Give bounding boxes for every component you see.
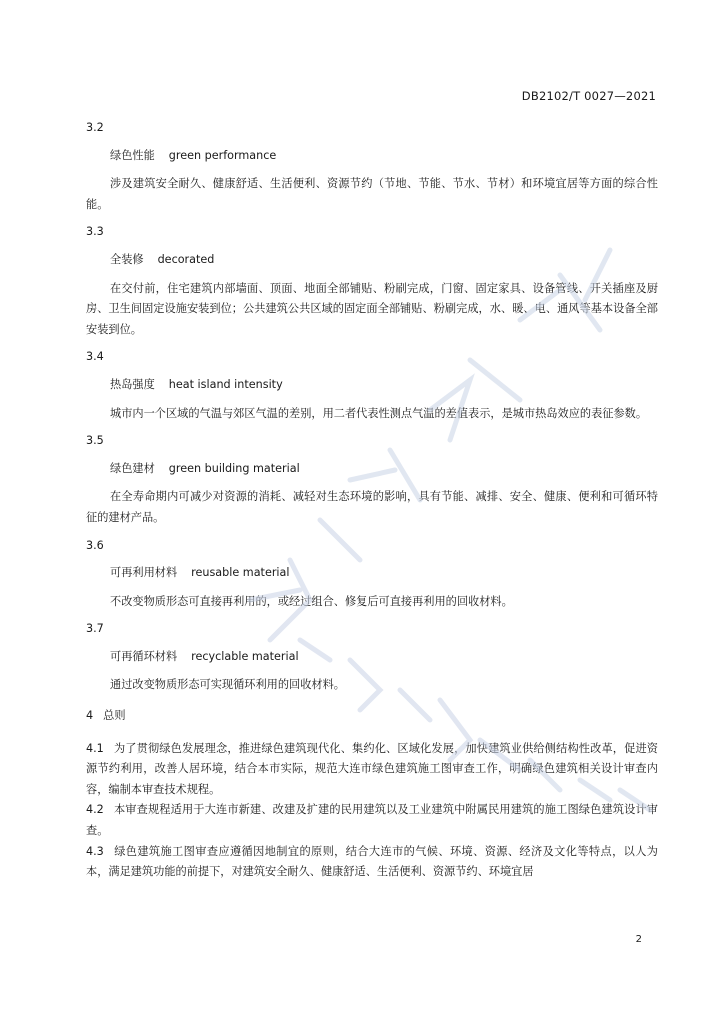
term-definition: 通过改变物质形态可实现循环利用的回收材料。 (110, 678, 345, 692)
term-entry (86, 222, 658, 340)
term-entry (86, 536, 658, 613)
term-zh: 绿色建材 (110, 461, 155, 475)
term-entry (86, 619, 658, 696)
term-zh: 绿色性能 (110, 148, 155, 162)
term-number: 3.7 (86, 622, 104, 636)
term-en: green building material (168, 461, 300, 475)
term-definition: 在交付前，住宅建筑内部墙面、顶面、地面全部铺贴、粉刷完成，门窗、固定家具、设备管线、开关插座及厨房、卫生间固定设施安装到位；公共建筑公共区域的固定面全部铺贴、粉刷完成，水、暖、电、通风等基本设备全部安装到位。 (86, 281, 658, 336)
term-name (86, 563, 658, 584)
term-name (86, 375, 658, 396)
section-number: 4 (86, 709, 94, 723)
term-name (86, 250, 658, 271)
page-number: 2 (635, 934, 642, 945)
term-number: 3.2 (86, 121, 104, 134)
term-en: reusable material (191, 566, 290, 580)
clause (86, 842, 658, 883)
clause (86, 800, 658, 841)
term-en: green performance (168, 148, 277, 162)
clause-number: 4.2 (86, 803, 104, 817)
term-zh: 可再循环材料 (110, 649, 178, 663)
term-definition: 涉及建筑安全耐久、健康舒适、生活便利、资源节约（节地、节能、节水、节材）和环境宜居等方面的综合性能。 (86, 177, 658, 211)
term-number: 3.5 (86, 434, 104, 448)
clause-number: 4.1 (86, 741, 104, 755)
term-en: heat island intensity (168, 377, 283, 391)
term-definition: 城市内一个区域的气温与郊区气温的差别，用二者代表性测点气温的差值表示，是城市热岛效应的表征参数。 (110, 406, 648, 420)
term-zh: 全装修 (110, 252, 144, 266)
term-name (86, 146, 658, 167)
term-en: recyclable material (191, 649, 299, 663)
clause-text: 绿色建筑施工图审查应遵循因地制宜的原则，结合大连市的气候、环境、资源、经济及文化等特点，以人为本，满足建筑功能的前提下，对建筑安全耐久、健康舒适、生活便利、资源节约、环境宜居 (86, 844, 658, 879)
clause-number: 4.3 (86, 844, 104, 858)
term-name (86, 647, 658, 668)
clause-text: 本审查规程适用于大连市新建、改建及扩建的民用建筑以及工业建筑中附属民用建筑的施工图绿色建筑设计审查。 (86, 803, 658, 838)
document-code: DB2102/T 0027—2021 (521, 89, 656, 103)
term-definition: 在全寿命期内可减少对资源的消耗、减轻对生态环境的影响，具有节能、减排、安全、健康、便利和可循环特征的建材产品。 (86, 490, 658, 524)
clause-text: 为了贯彻绿色发展理念，推进绿色建筑现代化、集约化、区域化发展，加快建筑业供给侧结构性改革，促进资源节约利用，改善人居环境，结合本市实际，规范大连市绿色建筑施工图审查工作，明确绿色建筑相关设计审查内容，编制本审查技术规程。 (86, 741, 658, 796)
term-zh: 可再利用材料 (110, 566, 178, 580)
term-number: 3.6 (86, 538, 104, 552)
term-entry (86, 118, 658, 215)
section-heading (86, 706, 658, 727)
term-number: 3.3 (86, 225, 104, 239)
term-definition: 不改变物质形态可直接再利用的，或经过组合、修复后可直接再利用的回收材料。 (110, 594, 513, 608)
term-en: decorated (157, 252, 215, 266)
term-zh: 热岛强度 (110, 377, 155, 391)
term-entry (86, 431, 658, 528)
clause (86, 739, 658, 801)
section-title: 总则 (103, 709, 126, 723)
term-name (86, 459, 658, 480)
term-number: 3.4 (86, 350, 104, 364)
page-content (86, 118, 658, 883)
term-entry (86, 347, 658, 424)
